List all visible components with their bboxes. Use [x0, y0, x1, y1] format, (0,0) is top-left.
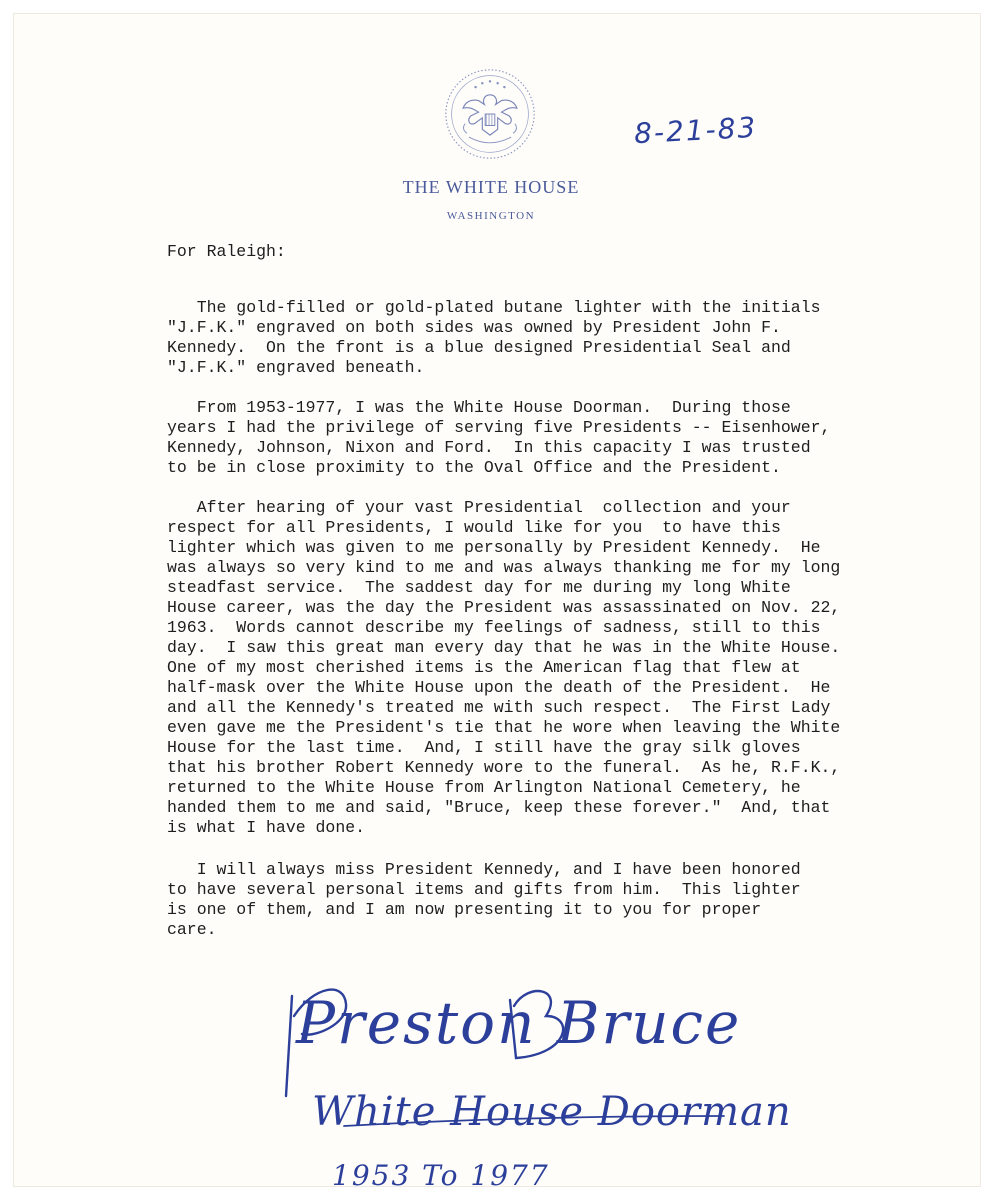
letterhead-subtitle: WASHINGTON	[446, 210, 536, 222]
signature-years: 1953 To 1977	[332, 1159, 550, 1192]
paragraph-3: After hearing of your vast Presidential collection and your respect for all Presidents, I would like for you to have this lighter which was given to me personally by President Kennedy. He was always so very kind to me and was always thanking me for my long steadfast service. The saddest day for me during my long White House career, was the day the President was assassinated on Nov. 22, 1963. Words cannot describe my feelings of sadness, still to this day. I saw this great man every day that he was in the White House. One of my most cherished items is the American flag that flew at half-mask over the White House upon the death of the President. He and all the Kennedy's treated me with such respect. The First Lady even gave me the President's tie that he wore when leaving the White House for the last time. And, I still have the gray silk gloves that his brother Robert Kennedy wore to the funeral. As he, R.F.K., returned to the White House from Arlington National Cemetery, he handed them to me and said, "Bruce, keep these forever." And, that is what I have done.	[167, 498, 841, 837]
letter-paper	[14, 14, 980, 1192]
signature-title: White House Doorman	[312, 1089, 792, 1135]
paragraph-4: I will always miss President Kennedy, and I have been honored to have several personal items and gifts from him. This lighter is one of them, and I am now presenting it to you for proper care.	[167, 860, 801, 939]
signature-name: Preston Bruce	[296, 989, 742, 1057]
handwritten-date: 8-21-83	[633, 110, 759, 151]
paragraph-1: The gold-filled or gold-plated butane lighter with the initials "J.F.K." engraved on both sides was owned by President John F. Kennedy. On the front is a blue designed Presidential Seal and "J.F.K." engraved beneath.	[167, 298, 821, 377]
letterhead-title: THE WHITE HOUSE	[402, 177, 580, 197]
paragraph-2: From 1953-1977, I was the White House Doorman. During those years I had the privilege of serving five Presidents -- Eisenhower, Kennedy, Johnson, Nixon and Ford. In this capacity I was trusted to be in close proximity to the Oval Office and the President.	[167, 398, 831, 477]
presidential-seal-icon	[442, 66, 538, 162]
salutation: For Raleigh:	[167, 242, 286, 261]
